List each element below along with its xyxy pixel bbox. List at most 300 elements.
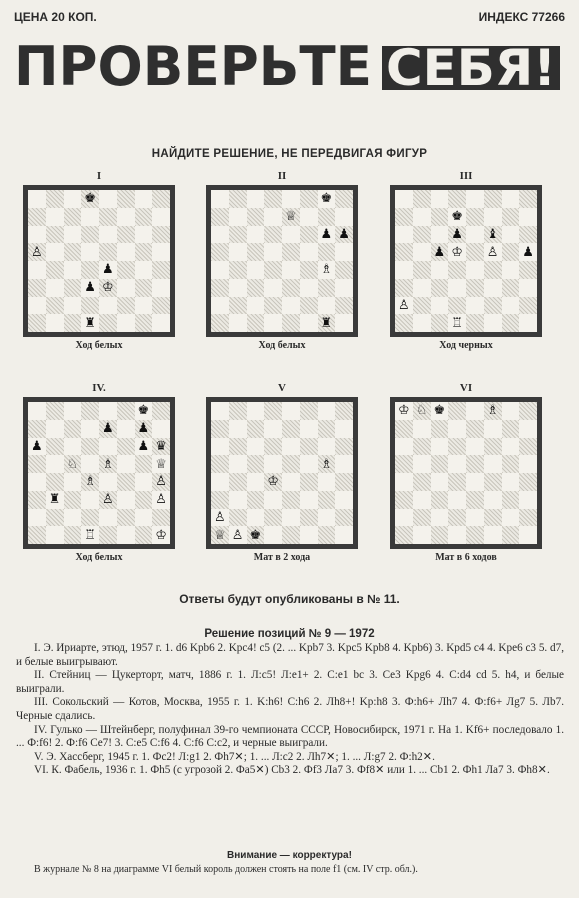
board-square <box>335 314 353 332</box>
board-square <box>448 526 466 544</box>
board-square <box>282 420 300 438</box>
diagram-number: II <box>277 170 287 182</box>
board-square <box>117 526 135 544</box>
board-square <box>117 297 135 315</box>
black-king-icon: ♚ <box>320 191 333 207</box>
board-square <box>264 455 282 473</box>
board-square <box>466 208 484 226</box>
subtitle: НАЙДИТЕ РЕШЕНИЕ, НЕ ПЕРЕДВИГАЯ ФИГУР <box>151 148 428 160</box>
board-square <box>484 243 502 261</box>
board-square <box>318 509 336 527</box>
board-square <box>46 226 64 244</box>
white-king-icon: ♔ <box>451 244 463 260</box>
board-square <box>264 491 282 509</box>
board-square <box>135 402 153 420</box>
board-square <box>211 402 229 420</box>
white-pawn-icon: ♙ <box>102 492 114 508</box>
index-label: ИНДЕКС 77266 <box>478 10 565 24</box>
white-rook-icon: ♖ <box>451 315 463 331</box>
black-king-icon: ♚ <box>451 209 463 225</box>
board-square <box>395 473 413 491</box>
board-square <box>135 509 153 527</box>
board-square <box>28 190 46 208</box>
black-king-icon: ♚ <box>249 527 262 543</box>
board-square <box>64 438 82 456</box>
board-square <box>247 279 265 297</box>
board-square <box>152 455 170 473</box>
board-square <box>300 455 318 473</box>
board-square <box>152 297 170 315</box>
board-square <box>395 438 413 456</box>
board-square <box>211 190 229 208</box>
board-square <box>264 509 282 527</box>
black-pawn-icon: ♟ <box>320 226 333 242</box>
board-square <box>484 509 502 527</box>
board-square <box>431 438 449 456</box>
board-square <box>46 190 64 208</box>
board-square <box>466 473 484 491</box>
board-square <box>282 491 300 509</box>
board-square <box>413 279 431 297</box>
board-square <box>282 208 300 226</box>
board-square <box>335 279 353 297</box>
black-king-icon: ♚ <box>84 191 96 207</box>
board-square <box>282 297 300 315</box>
diagram-number: IV. <box>92 382 106 394</box>
board-square <box>99 279 117 297</box>
board-square <box>318 491 336 509</box>
board-square <box>395 226 413 244</box>
board-square <box>519 420 537 438</box>
board-square <box>117 208 135 226</box>
board-square <box>64 420 82 438</box>
board-square <box>247 509 265 527</box>
board-square <box>81 420 99 438</box>
board-square <box>99 190 117 208</box>
board-square <box>247 420 265 438</box>
board-square <box>229 261 247 279</box>
board-square <box>519 526 537 544</box>
black-pawn-icon: ♟ <box>102 421 114 437</box>
board-square <box>152 509 170 527</box>
diagram-caption: Ход черных <box>439 340 493 351</box>
board-square <box>502 455 520 473</box>
diagram-caption: Мат в 6 ходов <box>435 552 497 563</box>
board-square <box>300 243 318 261</box>
board-square <box>117 314 135 332</box>
board-square <box>28 420 46 438</box>
board-square <box>484 473 502 491</box>
board-square <box>211 226 229 244</box>
board-square <box>484 420 502 438</box>
board-square <box>300 526 318 544</box>
board-square <box>395 491 413 509</box>
board-square <box>81 526 99 544</box>
board-square <box>229 509 247 527</box>
board-square <box>81 226 99 244</box>
diagram-number: III <box>459 170 473 182</box>
white-king-icon: ♔ <box>267 474 279 490</box>
diagram-4 <box>23 382 175 564</box>
board-square <box>413 261 431 279</box>
board-square <box>117 226 135 244</box>
board-square <box>64 402 82 420</box>
board-square <box>484 438 502 456</box>
board-square <box>448 402 466 420</box>
board-square <box>519 190 537 208</box>
board-square <box>117 279 135 297</box>
solution-paragraph: III. Сокольский — Котов, Москва, 1955 г. 1. K:h6! C:h6 2. Лh8+! Kp:h8 3. Ф:h6+ Лh7 4. Ф:f6+ Лg7 5. Лb7. Черные сдались. <box>16 696 564 722</box>
price-label: ЦЕНА 20 КОП. <box>14 10 97 24</box>
board-square <box>431 455 449 473</box>
board-square <box>300 190 318 208</box>
board-square <box>247 190 265 208</box>
board-square <box>28 455 46 473</box>
board-square <box>46 402 64 420</box>
board-square <box>211 208 229 226</box>
board-square <box>484 226 502 244</box>
board-square <box>99 314 117 332</box>
board-square <box>247 526 265 544</box>
board-square <box>28 509 46 527</box>
board-square <box>211 509 229 527</box>
black-pawn-icon: ♟ <box>84 280 96 296</box>
board-square <box>484 314 502 332</box>
board-square <box>229 297 247 315</box>
board-square <box>247 402 265 420</box>
board-square <box>448 279 466 297</box>
board-square <box>81 402 99 420</box>
board-square <box>502 491 520 509</box>
board-square <box>229 226 247 244</box>
diagram-2 <box>206 170 358 352</box>
board-square <box>64 526 82 544</box>
board-square <box>99 402 117 420</box>
board-square <box>81 279 99 297</box>
board-square <box>152 226 170 244</box>
diagram-number: V <box>278 382 286 394</box>
board-square <box>152 491 170 509</box>
board-square <box>135 261 153 279</box>
black-rook-icon: ♜ <box>48 492 61 508</box>
board-square <box>466 314 484 332</box>
board-square <box>466 279 484 297</box>
board-square <box>229 208 247 226</box>
board-square <box>99 243 117 261</box>
board-square <box>264 402 282 420</box>
board-square <box>431 190 449 208</box>
board-square <box>135 208 153 226</box>
board-square <box>519 509 537 527</box>
board-square <box>81 455 99 473</box>
board-square <box>484 261 502 279</box>
board-square <box>519 279 537 297</box>
board-square <box>264 279 282 297</box>
diagram-caption: Ход белых <box>75 340 123 351</box>
board-square <box>466 420 484 438</box>
white-rook-icon: ♖ <box>84 527 96 543</box>
board-square <box>99 297 117 315</box>
board-square <box>117 491 135 509</box>
board-square <box>229 438 247 456</box>
board-square <box>413 208 431 226</box>
solution-paragraph: I. Э. Ириарте, этюд, 1957 г. 1. d6 Kpb6 2. Kpc4! c5 (2. ... Kpb7 3. Kpc5 Kpb8 4. Kpb6) 3. Kpd5 c4 4. Kpe6 c3 5. d7, и белые выигрывают. <box>16 642 564 668</box>
board-square <box>117 420 135 438</box>
board-square <box>431 226 449 244</box>
board-square <box>46 279 64 297</box>
board-square <box>64 243 82 261</box>
white-pawn-icon: ♙ <box>214 509 226 525</box>
board-square <box>28 243 46 261</box>
board-square <box>335 297 353 315</box>
board-square <box>502 438 520 456</box>
board-square <box>28 438 46 456</box>
board-square <box>81 314 99 332</box>
chessboard <box>391 398 541 548</box>
board-square <box>300 438 318 456</box>
board-square <box>117 473 135 491</box>
board-square <box>484 279 502 297</box>
board-square <box>247 208 265 226</box>
board-square <box>300 473 318 491</box>
board-square <box>135 438 153 456</box>
board-square <box>431 420 449 438</box>
board-square <box>81 509 99 527</box>
chessboard <box>391 186 541 336</box>
board-square <box>152 261 170 279</box>
board-square <box>448 420 466 438</box>
board-square <box>64 491 82 509</box>
black-king-icon: ♚ <box>433 403 446 419</box>
board-square <box>152 190 170 208</box>
board-square <box>211 455 229 473</box>
board-square <box>519 455 537 473</box>
solutions-text <box>16 642 564 778</box>
board-square <box>99 420 117 438</box>
board-square <box>211 438 229 456</box>
board-square <box>448 190 466 208</box>
diagram-caption: Ход белых <box>258 340 306 351</box>
board-square <box>99 526 117 544</box>
board-square <box>300 509 318 527</box>
board-square <box>99 438 117 456</box>
title-part1: ПРОВЕРЬТЕ <box>14 42 372 92</box>
board-square <box>413 402 431 420</box>
white-queen-icon: ♕ <box>285 209 297 225</box>
board-square <box>81 261 99 279</box>
board-square <box>413 420 431 438</box>
chessboard <box>207 398 357 548</box>
board-square <box>247 297 265 315</box>
board-square <box>99 208 117 226</box>
board-square <box>318 473 336 491</box>
board-square <box>264 226 282 244</box>
solutions-heading: Решение позиций № 9 — 1972 <box>204 628 375 640</box>
board-square <box>211 473 229 491</box>
board-square <box>46 438 64 456</box>
board-square <box>395 455 413 473</box>
board-square <box>81 190 99 208</box>
board-square <box>282 402 300 420</box>
white-knight-icon: ♘ <box>415 403 428 419</box>
board-square <box>81 243 99 261</box>
board-square <box>282 243 300 261</box>
board-square <box>64 473 82 491</box>
board-square <box>300 420 318 438</box>
board-square <box>247 455 265 473</box>
board-square <box>335 526 353 544</box>
board-square <box>519 438 537 456</box>
board-square <box>229 420 247 438</box>
white-bishop-icon: ♗ <box>320 456 333 472</box>
board-square <box>46 208 64 226</box>
black-pawn-icon: ♟ <box>522 244 534 260</box>
board-square <box>300 314 318 332</box>
board-square <box>229 190 247 208</box>
solution-paragraph: IV. Гулько — Штейнберг, полуфинал 39-го чемпионата СССР, Новосибирск, 1971 г. На 1. Kf6+ последовало 1. ... Ф:f6! 2. Ф:f6 Ce7! 3. C:e5 C:f6 4. C:f6 C:c2, и черные выиграли. <box>16 723 564 750</box>
board-square <box>211 243 229 261</box>
black-pawn-icon: ♟ <box>31 438 43 454</box>
board-square <box>395 190 413 208</box>
board-square <box>282 279 300 297</box>
board-square <box>395 297 413 315</box>
board-square <box>484 402 502 420</box>
board-square <box>64 208 82 226</box>
board-square <box>247 438 265 456</box>
board-square <box>229 402 247 420</box>
board-square <box>335 190 353 208</box>
board-square <box>282 226 300 244</box>
board-square <box>152 279 170 297</box>
board-square <box>431 297 449 315</box>
board-square <box>229 314 247 332</box>
board-square <box>466 190 484 208</box>
board-square <box>229 526 247 544</box>
board-square <box>64 509 82 527</box>
board-square <box>81 208 99 226</box>
board-square <box>99 509 117 527</box>
board-square <box>117 455 135 473</box>
board-square <box>413 314 431 332</box>
white-king-icon: ♔ <box>155 527 167 543</box>
board-square <box>466 243 484 261</box>
board-square <box>395 526 413 544</box>
board-square <box>431 279 449 297</box>
board-square <box>466 509 484 527</box>
board-square <box>431 314 449 332</box>
board-square <box>484 208 502 226</box>
board-square <box>64 226 82 244</box>
board-square <box>300 226 318 244</box>
board-square <box>431 402 449 420</box>
board-square <box>519 243 537 261</box>
board-square <box>264 190 282 208</box>
board-square <box>395 279 413 297</box>
black-rook-icon: ♜ <box>84 315 96 331</box>
board-square <box>519 314 537 332</box>
white-pawn-icon: ♙ <box>398 297 410 313</box>
board-square <box>502 509 520 527</box>
board-square <box>46 243 64 261</box>
white-pawn-icon: ♙ <box>486 244 499 260</box>
board-square <box>135 420 153 438</box>
white-king-icon: ♔ <box>102 280 114 296</box>
board-square <box>46 526 64 544</box>
board-square <box>117 438 135 456</box>
board-square <box>502 473 520 491</box>
black-pawn-icon: ♟ <box>137 438 150 454</box>
diagram-1 <box>23 170 175 352</box>
board-square <box>81 297 99 315</box>
board-square <box>335 243 353 261</box>
board-square <box>519 402 537 420</box>
board-square <box>448 473 466 491</box>
board-square <box>318 190 336 208</box>
board-square <box>502 226 520 244</box>
board-square <box>211 279 229 297</box>
white-queen-icon: ♕ <box>214 527 226 543</box>
board-square <box>152 243 170 261</box>
board-square <box>502 402 520 420</box>
board-square <box>264 243 282 261</box>
board-square <box>502 297 520 315</box>
board-square <box>519 208 537 226</box>
board-square <box>28 261 46 279</box>
board-square <box>229 455 247 473</box>
board-square <box>211 297 229 315</box>
board-square <box>264 473 282 491</box>
board-square <box>99 491 117 509</box>
board-square <box>335 509 353 527</box>
board-square <box>64 314 82 332</box>
board-square <box>28 279 46 297</box>
board-square <box>135 455 153 473</box>
board-square <box>229 473 247 491</box>
board-square <box>229 491 247 509</box>
board-square <box>395 420 413 438</box>
board-square <box>46 261 64 279</box>
white-pawn-icon: ♙ <box>155 474 167 490</box>
board-square <box>135 526 153 544</box>
diagram-3 <box>390 170 542 352</box>
board-square <box>46 455 64 473</box>
white-queen-icon: ♕ <box>155 456 167 472</box>
board-square <box>264 438 282 456</box>
diagram-caption: Мат в 2 хода <box>253 552 311 563</box>
diagram-5 <box>206 382 358 564</box>
board-square <box>395 314 413 332</box>
white-bishop-icon: ♗ <box>102 456 114 472</box>
board-square <box>282 314 300 332</box>
board-square <box>211 420 229 438</box>
board-square <box>431 509 449 527</box>
board-square <box>264 297 282 315</box>
black-pawn-icon: ♟ <box>451 226 463 242</box>
board-square <box>335 226 353 244</box>
board-square <box>502 314 520 332</box>
board-square <box>99 226 117 244</box>
top-line <box>14 10 565 28</box>
solution-paragraph: V. Э. Хассберг, 1945 г. 1. Фc2! Л:g1 2. Фh7✕; 1. ... Л:c2 2. Лh7✕; 1. ... Л:g7 2. Ф:h2✕. <box>34 750 435 763</box>
board-square <box>335 420 353 438</box>
board-square <box>318 455 336 473</box>
board-square <box>46 509 64 527</box>
board-square <box>413 491 431 509</box>
diagram-number: I <box>96 170 102 182</box>
board-square <box>318 297 336 315</box>
board-square <box>448 491 466 509</box>
diagram-caption: Ход белых <box>75 552 123 563</box>
